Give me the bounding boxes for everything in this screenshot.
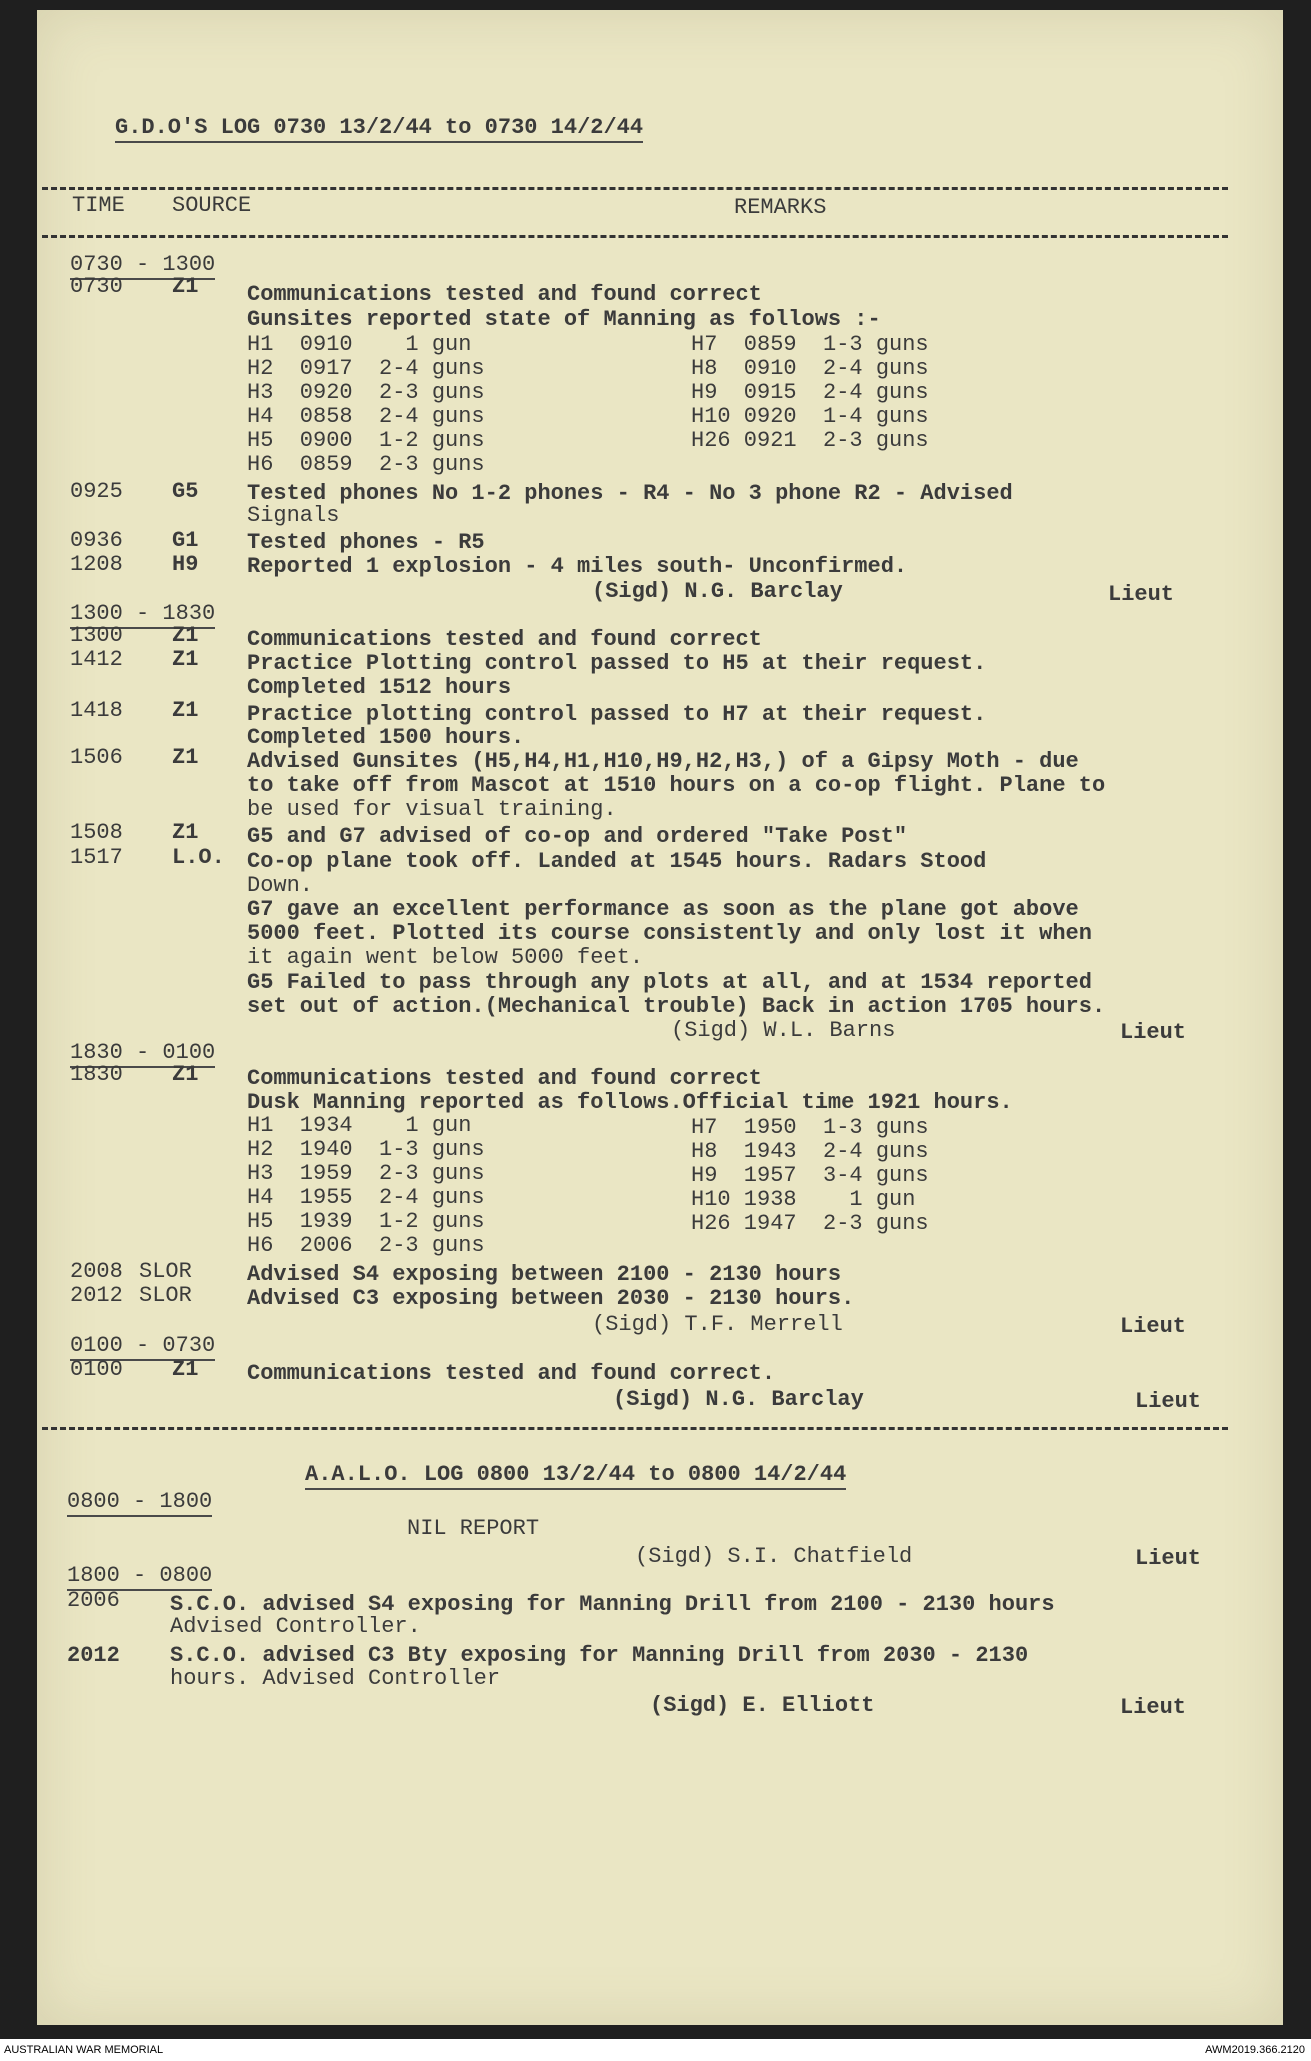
column-header-remarks: REMARKS [734, 195, 827, 220]
divider [42, 235, 1228, 238]
signature: (Sigd) S.I. Chatfield [635, 1544, 913, 1569]
entry-time: 2008 [70, 1259, 123, 1284]
entry-source: Z1 [172, 623, 199, 648]
signature-rank: Lieut [1120, 1314, 1187, 1339]
entry-remarks: Co-op plane took off. Landed at 1545 hours. Radars Stood [247, 849, 987, 874]
entry-source: H9 [172, 552, 199, 577]
entry-remarks: Communications tested and found correct [247, 1066, 762, 1091]
entry-time: 1208 [70, 552, 123, 577]
entry-remarks: Advised Controller. [170, 1614, 421, 1639]
period-heading: 0800 - 1800 [67, 1490, 212, 1517]
manning-row: H5 0900 1-2 guns [247, 428, 485, 453]
entry-remarks: Practice Plotting control passed to H5 at their request. [247, 651, 987, 676]
signature-rank: Lieut [1120, 1695, 1187, 1720]
manning-row: H4 0858 2-4 guns [247, 404, 485, 429]
entry-remarks: S.C.O. advised C3 Bty exposing for Manning Drill from 2030 - 2130 [170, 1643, 1029, 1668]
entry-source: Z1 [172, 1357, 199, 1382]
manning-row: H1 1934 1 gun [247, 1113, 472, 1138]
period-heading: 1300 - 1830 [70, 602, 215, 629]
entry-remarks: Down. [247, 873, 314, 898]
entry-remarks: G7 gave an excellent performance as soon as the plane got above [247, 897, 1079, 922]
signature-rank: Lieut [1135, 1389, 1202, 1414]
aalo-log-title: A.A.L.O. LOG 0800 13/2/44 to 0800 14/2/44 [305, 1463, 846, 1490]
signature-rank: Lieut [1135, 1546, 1202, 1571]
document-page [37, 10, 1283, 2025]
manning-row: H6 0859 2-3 guns [247, 452, 485, 477]
entry-remarks: to take off from Mascot at 1510 hours on a co-op flight. Plane to [247, 773, 1106, 798]
entry-remarks: G5 and G7 advised of co-op and ordered "Take Post" [247, 824, 908, 849]
log-title: G.D.O'S LOG 0730 13/2/44 to 0730 14/2/44 [115, 116, 643, 143]
entry-time: 1418 [70, 698, 123, 723]
entry-source: SLOR [139, 1259, 192, 1284]
signature: (Sigd) E. Elliott [650, 1693, 875, 1718]
entry-remarks: Advised Gunsites (H5,H4,H1,H10,H9,H2,H3,) of a Gipsy Moth - due [247, 749, 1079, 774]
entry-remarks: Communications tested and found correct. [247, 1361, 776, 1386]
manning-row: H9 0915 2-4 guns [691, 380, 929, 405]
entry-remarks: Communications tested and found correct [247, 282, 762, 307]
entry-time: 0925 [70, 479, 123, 504]
catalogue-number: AWM2019.366.2120 [1205, 2044, 1305, 2056]
signature: (Sigd) N.G. Barclay [592, 579, 843, 604]
entry-remarks: S.C.O. advised S4 exposing for Manning Drill from 2100 - 2130 hours [170, 1592, 1055, 1617]
manning-row: H2 0917 2-4 guns [247, 356, 485, 381]
entry-remarks: Communications tested and found correct [247, 627, 762, 652]
entry-time: 1508 [70, 820, 123, 845]
column-header-source: SOURCE [172, 193, 252, 218]
entry-time: 2006 [67, 1588, 120, 1613]
signature: (Sigd) W.L. Barns [671, 1018, 896, 1043]
manning-row: H26 1947 2-3 guns [691, 1211, 929, 1236]
entry-remarks: Tested phones No 1-2 phones - R4 - No 3 phone R2 - Advised [247, 481, 1013, 506]
entry-source: Z1 [172, 820, 199, 845]
manning-row: H10 1938 1 gun [691, 1187, 916, 1212]
entry-remarks: set out of action.(Mechanical trouble) Back in action 1705 hours. [247, 994, 1106, 1019]
entry-time: 1300 [70, 623, 123, 648]
entry-source: L.O. [172, 845, 225, 870]
entry-time: 1517 [70, 845, 123, 870]
entry-source: Z1 [172, 698, 199, 723]
entry-source: Z1 [172, 745, 199, 770]
entry-source: G1 [172, 528, 199, 553]
entry-source: Z1 [172, 1062, 199, 1087]
period-heading: 0100 - 0730 [70, 1334, 215, 1361]
signature-rank: Lieut [1120, 1020, 1187, 1045]
institution-label: AUSTRALIAN WAR MEMORIAL [4, 2044, 164, 2056]
manning-row: H8 1943 2-4 guns [691, 1139, 929, 1164]
entry-time: 0730 [70, 274, 123, 299]
manning-row: H7 1950 1-3 guns [691, 1115, 929, 1140]
manning-row: H9 1957 3-4 guns [691, 1163, 929, 1188]
signature: (Sigd) T.F. Merrell [592, 1312, 843, 1337]
entry-time: 1506 [70, 745, 123, 770]
entry-remarks: hours. Advised Controller [170, 1666, 501, 1691]
entry-remarks: Advised C3 exposing between 2030 - 2130 hours. [247, 1286, 855, 1311]
entry-remarks: Completed 1500 hours. [247, 725, 525, 750]
entry-source: Z1 [172, 274, 199, 299]
entry-remarks: Tested phones - R5 [247, 530, 485, 555]
nil-report: NIL REPORT [407, 1516, 540, 1541]
entry-time: 1412 [70, 647, 123, 672]
period-heading: 0730 - 1300 [70, 253, 215, 280]
entry-time: 2012 [70, 1283, 123, 1308]
archive-footer [0, 2039, 1311, 2061]
entry-remarks: Dusk Manning reported as follows.Official time 1921 hours. [247, 1090, 1013, 1115]
divider [42, 1427, 1228, 1430]
manning-row: H6 2006 2-3 guns [247, 1233, 485, 1258]
entry-remarks: it again went below 5000 feet. [247, 945, 644, 970]
period-heading: 1830 - 0100 [70, 1041, 215, 1068]
column-header-time: TIME [72, 193, 125, 218]
entry-time: 0100 [70, 1357, 123, 1382]
manning-row: H5 1939 1-2 guns [247, 1209, 485, 1234]
entry-remarks: Reported 1 explosion - 4 miles south- Unconfirmed. [247, 554, 908, 579]
entry-source: Z1 [172, 647, 199, 672]
period-heading: 1800 - 0800 [67, 1564, 212, 1591]
entry-remarks: G5 Failed to pass through any plots at all, and at 1534 reported [247, 970, 1092, 995]
entry-remarks: be used for visual training. [247, 797, 617, 822]
entry-remarks: Signals [247, 503, 340, 528]
entry-remarks: Advised S4 exposing between 2100 - 2130 hours [247, 1262, 842, 1287]
divider [42, 187, 1228, 190]
manning-row: H8 0910 2-4 guns [691, 356, 929, 381]
entry-time: 0936 [70, 528, 123, 553]
entry-time: 1830 [70, 1062, 123, 1087]
entry-source: SLOR [139, 1283, 192, 1308]
signature-rank: Lieut [1108, 582, 1175, 607]
manning-row: H1 0910 1 gun [247, 332, 472, 357]
signature: (Sigd) N.G. Barclay [613, 1387, 864, 1412]
manning-row: H4 1955 2-4 guns [247, 1185, 485, 1210]
entry-source: G5 [172, 479, 199, 504]
manning-row: H3 1959 2-3 guns [247, 1161, 485, 1186]
manning-row: H7 0859 1-3 guns [691, 332, 929, 357]
manning-row: H3 0920 2-3 guns [247, 380, 485, 405]
entry-time: 2012 [67, 1643, 120, 1668]
manning-row: H26 0921 2-3 guns [691, 428, 929, 453]
manning-row: H10 0920 1-4 guns [691, 404, 929, 429]
entry-remarks: 5000 feet. Plotted its course consistently and only lost it when [247, 921, 1092, 946]
manning-row: H2 1940 1-3 guns [247, 1137, 485, 1162]
entry-remarks: Completed 1512 hours [247, 675, 512, 700]
entry-remarks: Practice plotting control passed to H7 at their request. [247, 702, 987, 727]
entry-remarks: Gunsites reported state of Manning as follows :- [247, 307, 881, 332]
